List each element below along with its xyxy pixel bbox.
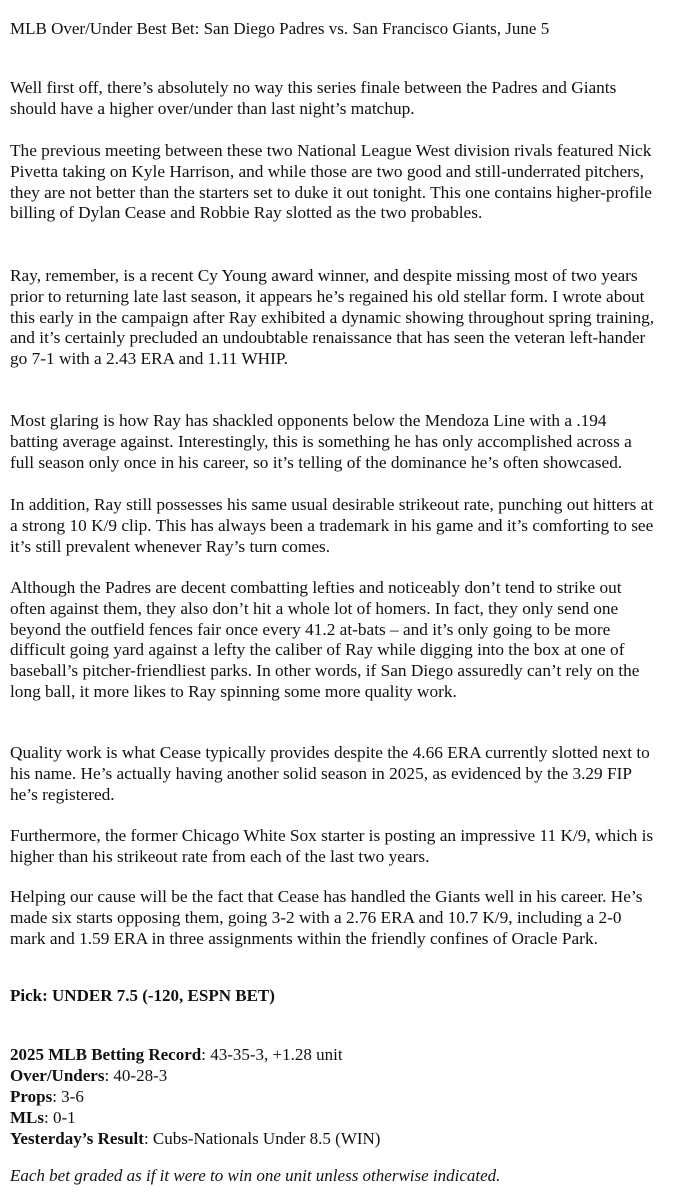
paragraph-intro: Well first off, there’s absolutely no way this series finale between the Padres and Giants should have a higher over/under than last night’s matchup. <box>10 78 617 118</box>
paragraph-mendoza-line: Most glaring is how Ray has shackled opponents below the Mendoza Line with a .194 batting average against. Interestingly, this is something he has only accomplished across a full season only once in his career, so it’s telling of the dominance he’s often showcased. <box>10 411 632 472</box>
betting-record <box>10 1044 380 1149</box>
record-value: : 43-35-3, +1.28 unit <box>201 1045 343 1064</box>
paragraph-previous-meeting: The previous meeting between these two National League West division rivals featured Nick Pivetta taking on Kyle Harrison, and while those are two good and still-underrated pitchers, they are not better than the starters set to duke it out tonight. This one contains higher-profile billing of Dylan Cease and Robbie Ray slotted as the two probables. <box>10 141 652 223</box>
record-label: MLs <box>10 1108 44 1127</box>
grading-footnote: Each bet graded as if it were to win one unit unless otherwise indicated. <box>10 1166 501 1185</box>
paragraph-cease-k9: Furthermore, the former Chicago White Sox starter is posting an impressive 11 K/9, which is higher than his strikeout rate from each of the last two years. <box>10 826 654 866</box>
record-row-props <box>10 1086 380 1107</box>
record-label: 2025 MLB Betting Record <box>10 1045 202 1064</box>
paragraph-strikeout-rate: In addition, Ray still possesses his same usual desirable strikeout rate, punching out hitters at a strong 10 K/9 clip. This has always been a trademark in his game and it’s comforting to see it’s still prevalent whenever Ray’s turn comes. <box>10 495 654 556</box>
record-label: Over/Unders <box>10 1066 105 1085</box>
record-value: : 3-6 <box>52 1087 84 1106</box>
paragraph-padres-lefties: Although the Padres are decent combatting lefties and noticeably don’t tend to strike out often against them, they also don’t hit a whole lot of homers. In fact, they only send one beyond the outfield fences fair once every 41.2 at-bats – and it’s only going to be more difficult going yard against a lefty the caliber of Ray while digging into the box at one of baseball’s pitcher-friendliest parks. In other words, if San Diego assuredly can’t rely on the long ball, it more likes to Ray spinning some more quality work. <box>10 578 640 701</box>
record-label: Props <box>10 1087 53 1106</box>
paragraph-cease-vs-giants: Helping our cause will be the fact that Cease has handled the Giants well in his career. He’s made six starts opposing them, going 3-2 with a 2.76 ERA and 10.7 K/9, including a 2-0 mark and 1.59 ERA in three assignments within the friendly confines of Oracle Park. <box>10 887 643 948</box>
pick-line: Pick: UNDER 7.5 (-120, ESPN BET) <box>10 986 275 1005</box>
record-row-yesterday <box>10 1128 380 1149</box>
record-row-moneylines <box>10 1107 380 1128</box>
record-value: : 40-28-3 <box>104 1066 168 1085</box>
paragraph-cease-quality: Quality work is what Cease typically provides despite the 4.66 ERA currently slotted next to his name. He’s actually having another solid season in 2025, as evidenced by the 3.29 FIP he’s registered. <box>10 743 650 804</box>
article-title: MLB Over/Under Best Bet: San Diego Padres vs. San Francisco Giants, June 5 <box>10 19 550 38</box>
record-row-over-unders <box>10 1065 380 1086</box>
record-label: Yesterday’s Result <box>10 1129 144 1148</box>
paragraph-ray-form: Ray, remember, is a recent Cy Young award winner, and despite missing most of two years prior to returning late last season, it appears he’s regained his old stellar form. I wrote about this early in the campaign after Ray exhibited a dynamic showing throughout spring training, and it’s certainly precluded an undoubtable renaissance that has seen the veteran left-hander go 7-1 with a 2.43 ERA and 1.11 WHIP. <box>10 266 655 369</box>
record-value: : 0-1 <box>44 1108 76 1127</box>
record-row-season <box>10 1044 380 1065</box>
record-value: : Cubs-Nationals Under 8.5 (WIN) <box>143 1129 381 1148</box>
